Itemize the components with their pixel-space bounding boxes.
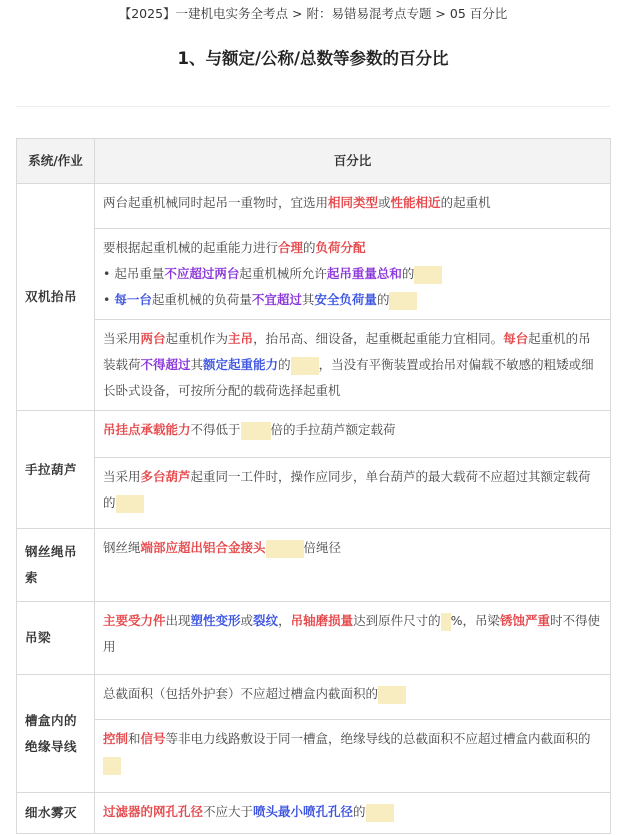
cell-line <box>103 287 602 313</box>
text-segment: 的 <box>401 266 415 281</box>
text-segment: • <box>103 292 115 307</box>
answer-blank[interactable] <box>441 613 451 631</box>
system-cell: 手拉葫芦 <box>17 411 95 529</box>
text-segment: • 起吊重量 <box>103 266 165 281</box>
table-row <box>17 229 611 320</box>
text-segment: 的 <box>278 357 291 372</box>
table-row <box>17 320 611 411</box>
percentage-cell <box>95 602 611 675</box>
text-segment: ，抬吊高、细设备，起重概起重能力宜相同。 <box>253 331 504 346</box>
text-segment: 起重机械所允许 <box>239 266 327 281</box>
text-segment: 和 <box>128 731 141 746</box>
text-segment: 时不得使用 <box>103 613 601 654</box>
text-segment: ， <box>278 613 291 628</box>
table-row <box>17 458 611 529</box>
highlighted-term: 多台葫芦 <box>140 469 191 484</box>
answer-blank[interactable] <box>389 292 417 310</box>
text-segment: 的起重机 <box>440 195 491 210</box>
percentage-cell <box>95 793 611 834</box>
text-segment: 其 <box>190 357 204 372</box>
percentage-cell <box>95 320 611 411</box>
text-segment: 出现 <box>165 613 191 628</box>
divider <box>16 106 610 107</box>
text-segment: 的 <box>376 292 390 307</box>
percentage-cell <box>95 675 611 720</box>
table-row <box>17 602 611 675</box>
table-row <box>17 720 611 793</box>
highlighted-term: 每台 <box>503 331 529 346</box>
table-row <box>17 529 611 602</box>
highlighted-term: 额定起重能力 <box>203 357 279 372</box>
text-segment: 等非电力线路敷设于同一槽盒，绝缘导线的总截面积不应超过槽盒内截面积的 <box>165 731 591 746</box>
highlighted-term: 塑性变形 <box>190 613 241 628</box>
highlighted-term: 不应超过两台 <box>164 266 240 281</box>
percentage-cell <box>95 720 611 793</box>
system-cell: 吊梁 <box>17 602 95 675</box>
highlighted-term: 合理 <box>278 240 304 255</box>
table-row <box>17 411 611 458</box>
cell-line <box>103 261 602 287</box>
highlighted-term: 安全负荷量 <box>314 292 377 307</box>
table-body <box>17 184 611 834</box>
breadcrumb[interactable]: 【2025】一建机电实务全考点 > 附：易错易混考点专题 > 05 百分比 <box>118 6 508 21</box>
table-header-row <box>17 139 611 184</box>
text-segment: 起重机作为 <box>165 331 229 346</box>
text-segment: 倍的手拉葫芦额定载荷 <box>270 422 396 437</box>
highlighted-term: 信号 <box>140 731 166 746</box>
percentage-cell <box>95 411 611 458</box>
text-segment: 钢丝绳 <box>103 540 141 555</box>
table-row <box>17 184 611 229</box>
text-segment: 其 <box>301 292 315 307</box>
highlighted-term: 吊轴磨损量 <box>290 613 354 628</box>
highlighted-term: 不得超过 <box>140 357 191 372</box>
table-row <box>17 675 611 720</box>
system-cell: 钢丝绳吊索 <box>17 529 95 602</box>
text-segment: 不得低于 <box>190 422 241 437</box>
answer-blank[interactable] <box>116 495 144 513</box>
answer-blank[interactable] <box>291 357 319 375</box>
percentage-cell <box>95 529 611 602</box>
highlighted-term: 端部应超出铝合金接头 <box>140 540 266 555</box>
text-segment: 的 <box>353 804 366 819</box>
page-title: 1、与额定/公称/总数等参数的百分比 <box>177 49 449 68</box>
text-segment: 总截面积（包括外护套）不应超过槽盒内截面积的 <box>103 686 379 701</box>
table-row <box>17 793 611 834</box>
highlighted-term: 过滤器的网孔孔径 <box>103 804 204 819</box>
text-segment: 起重机的吊装载荷 <box>103 331 591 372</box>
text-segment: 起重机械的负荷量 <box>151 292 252 307</box>
highlighted-term: 起吊重量总和 <box>326 266 402 281</box>
text-segment: 当采用 <box>103 469 141 484</box>
text-segment: 当采用 <box>103 331 141 346</box>
text-segment: ，当没有平衡装置或抬吊对偏载不敏感的粗矮或细长卧式设备，可按所分配的载荷选择起重机 <box>103 357 594 398</box>
answer-blank[interactable] <box>266 540 304 558</box>
highlighted-term: 吊挂点承载能力 <box>103 422 191 437</box>
system-cell: 槽盒内的绝缘导线 <box>17 675 95 793</box>
answer-blank[interactable] <box>103 757 121 775</box>
text-segment: 起重同一工件时，操作应同步，单台葫芦的最大载荷不应超过其额定载荷的 <box>103 469 591 510</box>
text-segment: 或 <box>378 195 391 210</box>
answer-blank[interactable] <box>378 686 406 704</box>
system-cell: 双机抬吊 <box>17 184 95 411</box>
text-segment: %，吊梁 <box>450 613 501 628</box>
highlighted-term: 主吊 <box>228 331 254 346</box>
text-segment: 两台起重机械同时起吊一重物时，宜选用 <box>103 195 329 210</box>
highlighted-term: 两台 <box>140 331 166 346</box>
text-segment: 的 <box>303 240 316 255</box>
text-segment: 不应大于 <box>203 804 254 819</box>
highlighted-term: 性能相近 <box>390 195 441 210</box>
highlighted-term: 每一台 <box>114 292 152 307</box>
text-segment: 或 <box>240 613 254 628</box>
highlighted-term: 主要受力件 <box>103 613 166 628</box>
answer-blank[interactable] <box>414 266 442 284</box>
percentage-cell <box>95 229 611 320</box>
answer-blank[interactable] <box>366 804 394 822</box>
header-system: 系统/作业 <box>17 139 95 184</box>
highlighted-term: 裂纹 <box>253 613 279 628</box>
highlighted-term: 锈蚀严重 <box>500 613 551 628</box>
system-cell: 细水雾灭 <box>17 793 95 834</box>
highlighted-term: 不宜超过 <box>251 292 302 307</box>
percentage-cell <box>95 184 611 229</box>
answer-blank[interactable] <box>241 422 271 440</box>
text-segment: 倍绳径 <box>303 540 342 555</box>
highlighted-term: 控制 <box>103 731 129 746</box>
text-segment: 要根据起重机械的起重能力进行 <box>103 240 279 255</box>
highlighted-term: 喷头最小喷孔孔径 <box>253 804 354 819</box>
text-segment: 达到原件尺寸的 <box>353 613 441 628</box>
cell-line <box>103 235 602 261</box>
highlighted-term: 相同类型 <box>328 195 379 210</box>
highlighted-term: 负荷分配 <box>315 240 366 255</box>
header-percentage: 百分比 <box>95 139 611 184</box>
percentage-cell <box>95 458 611 529</box>
percentage-table <box>16 138 611 834</box>
